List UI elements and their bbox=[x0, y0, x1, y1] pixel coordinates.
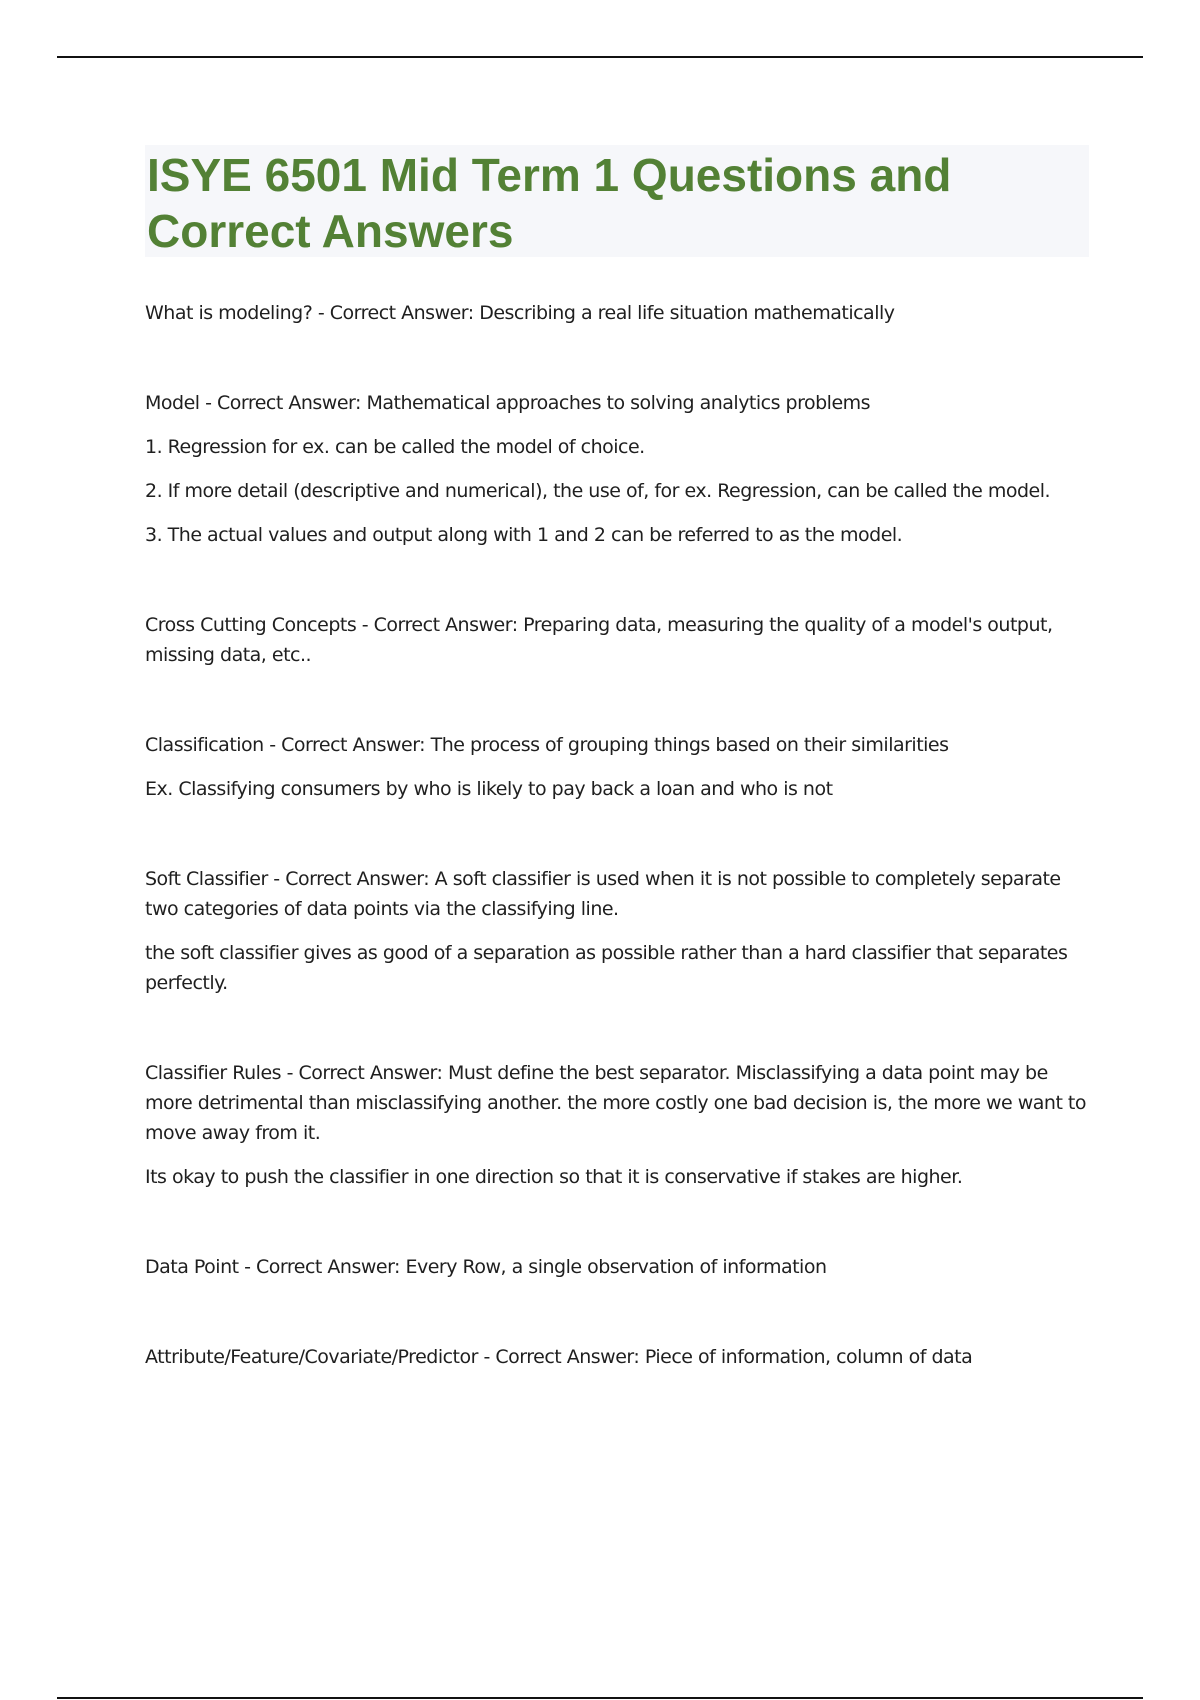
qa-entry-model bbox=[145, 388, 1090, 550]
qa-detail: 3. The actual values and output along with 1 and 2 can be referred to as the model. bbox=[145, 524, 903, 546]
qa-detail: Ex. Classifying consumers by who is likely to pay back a loan and who is not bbox=[145, 778, 833, 800]
qa-entry-attribute bbox=[145, 1342, 1090, 1372]
qa-question-answer: Classification - Correct Answer: The process of grouping things based on their similarities bbox=[145, 734, 949, 756]
title-block bbox=[145, 145, 1089, 257]
qa-detail: Its okay to push the classifier in one direction so that it is conservative if stakes are higher. bbox=[145, 1166, 963, 1188]
qa-entry-cross-cutting bbox=[145, 610, 1090, 670]
qa-question-answer: Soft Classifier - Correct Answer: A soft classifier is used when it is not possible to completely separate two categories of data points via the classifying line. bbox=[145, 868, 1061, 920]
qa-question-answer: Classifier Rules - Correct Answer: Must define the best separator. Misclassifying a data point may be more detrimental than misclassifying another. the more costly one bad decision is, the more we want to move away from it. bbox=[145, 1062, 1087, 1144]
qa-question-answer: What is modeling? - Correct Answer: Describing a real life situation mathematically bbox=[145, 302, 895, 324]
qa-question-answer: Model - Correct Answer: Mathematical approaches to solving analytics problems bbox=[145, 392, 871, 414]
bottom-rule bbox=[57, 1697, 1143, 1699]
page-title: ISYE 6501 Mid Term 1 Questions and Correct Answers bbox=[147, 149, 952, 257]
qa-entry-data-point bbox=[145, 1252, 1090, 1282]
top-rule bbox=[57, 56, 1143, 58]
qa-entry-soft-classifier bbox=[145, 864, 1090, 998]
qa-question-answer: Attribute/Feature/Covariate/Predictor - Correct Answer: Piece of information, column of data bbox=[145, 1346, 973, 1368]
qa-detail: 2. If more detail (descriptive and numerical), the use of, for ex. Regression, can be called the model. bbox=[145, 480, 1051, 502]
qa-entry-modeling bbox=[145, 298, 1090, 328]
qa-detail: the soft classifier gives as good of a separation as possible rather than a hard classifier that separates perfectly. bbox=[145, 942, 1068, 994]
qa-question-answer: Data Point - Correct Answer: Every Row, a single observation of information bbox=[145, 1256, 827, 1278]
qa-list bbox=[145, 298, 1090, 1432]
qa-entry-classification bbox=[145, 730, 1090, 804]
qa-entry-classifier-rules bbox=[145, 1058, 1090, 1192]
qa-detail: 1. Regression for ex. can be called the model of choice. bbox=[145, 436, 645, 458]
qa-question-answer: Cross Cutting Concepts - Correct Answer: Preparing data, measuring the quality of a model's output, missing data, etc.. bbox=[145, 614, 1053, 666]
